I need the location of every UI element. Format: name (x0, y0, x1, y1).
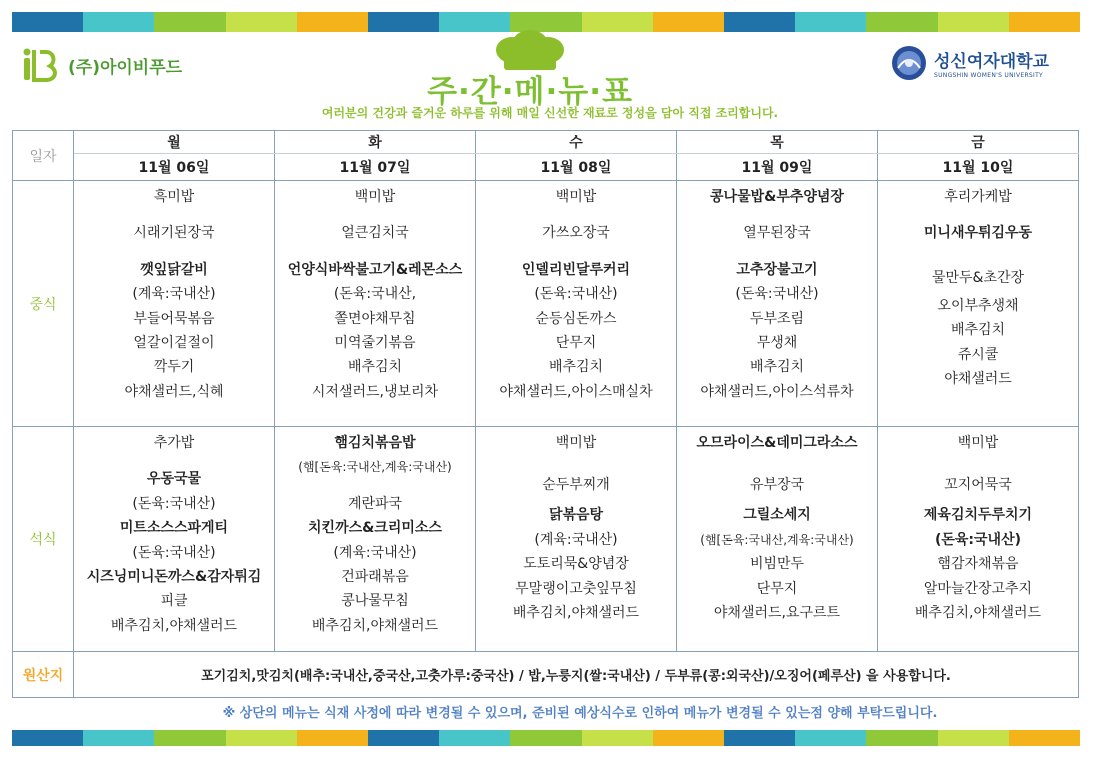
stripe-segment (653, 730, 724, 746)
stripe-segment (297, 730, 368, 746)
lunch-tue (275, 181, 476, 427)
menu-item: (계육:국내산) (333, 544, 417, 561)
stripe-segment (795, 730, 866, 746)
menu-item: 도토리묵&양념장 (523, 556, 629, 573)
day-name-thu: 목 (677, 131, 878, 154)
menu-item: 순두부찌개 (542, 477, 610, 494)
date-fri: 11월 10일 (878, 154, 1079, 181)
university-logo (890, 44, 1049, 82)
menu-item: 꼬지어묵국 (944, 477, 1012, 494)
dinner-thu (677, 427, 878, 652)
menu-item: 치킨까스&크리미소스 (308, 520, 442, 537)
page-subtitle: 여러분의 건강과 즐거운 하루를 위해 매일 신선한 재료로 정성을 담아 직접 조리합니다. (321, 106, 779, 120)
stripe-segment (368, 12, 439, 32)
company-logo (22, 46, 182, 84)
menu-item: 단무지 (555, 334, 597, 351)
menu-item: 백미밥 (957, 435, 999, 451)
menu-item: (계육:국내산) (132, 286, 216, 303)
date-thu: 11월 09일 (677, 154, 878, 181)
menu-item: 유부장국 (749, 477, 805, 494)
stripe-segment (938, 730, 1009, 746)
menu-item: 배추김치 (749, 359, 805, 376)
menu-item: 야채샐러드,아이스석류차 (700, 383, 854, 400)
menu-item: 백미밥 (354, 189, 396, 205)
menu-item: (햄[돈육:국내산,계육:국내산) (700, 532, 854, 547)
menu-item: 가쓰오장국 (542, 225, 610, 242)
menu-item: 배추김치 (548, 359, 604, 376)
stripe-segment (368, 730, 439, 746)
stripe-segment (582, 730, 653, 746)
menu-item: (돈육:국내산) (934, 531, 1021, 548)
menu-item: 햄감자채볶음 (937, 556, 1019, 573)
lunch-wed (476, 181, 677, 427)
menu-item: 시저샐러드,냉보리차 (311, 383, 439, 400)
menu-item: (돈육:국내산) (132, 544, 216, 561)
menu-item: 깻잎닭갈비 (140, 261, 208, 278)
menu-item: 오이부추생채 (937, 297, 1019, 314)
lunch-row (13, 181, 1079, 427)
stripe-segment (154, 12, 225, 32)
menu-item: (돈육:국내산) (735, 286, 819, 303)
university-name-en: SUNGSHIN WOMEN'S UNIVERSITY (934, 72, 1044, 79)
menu-item: 백미밥 (555, 435, 597, 451)
stripe-segment (510, 12, 581, 32)
lunch-fri (878, 181, 1079, 427)
stripe-segment (439, 730, 510, 746)
menu-item: 백미밥 (555, 189, 597, 205)
menu-item: 알마늘간장고추지 (923, 580, 1033, 597)
origin-row-label: 원산지 (13, 652, 74, 698)
menu-item: 물만두&초간장 (931, 269, 1025, 286)
day-name-tue: 화 (275, 131, 476, 154)
dinner-wed (476, 427, 677, 652)
menu-item: 시래기된장국 (133, 225, 215, 242)
menu-item: 비빔만두 (749, 556, 805, 573)
menu-item: 무말랭이고춧잎무침 (515, 580, 637, 597)
date-row (13, 154, 1079, 181)
menu-item: 오므라이스&데미그라소스 (696, 435, 858, 451)
dinner-row (13, 427, 1079, 652)
origin-row (13, 652, 1079, 698)
menu-item: 시즈닝미니돈까스&감자튀김 (86, 568, 262, 585)
origin-text: 포기김치,맛김치(배추:국내산,중국산,고춧가루:중국산) / 밥,누룽지(쌀:국내산) / 두부류(콩:외국산)/오징어(페루산) 을 사용합니다. (74, 652, 1079, 698)
day-name-row (13, 131, 1079, 154)
lunch-thu (677, 181, 878, 427)
menu-item: 건파래볶음 (341, 568, 409, 585)
menu-item: 고추장불고기 (736, 261, 818, 278)
university-name: 성신여자대학교 (934, 52, 1049, 72)
stripe-segment (226, 12, 297, 32)
stripe-segment (866, 730, 937, 746)
menu-item: 추가밥 (153, 435, 195, 451)
menu-item: (돈육:국내산, (333, 286, 417, 303)
menu-item: 콩나물무침 (341, 593, 409, 610)
dinner-mon (74, 427, 275, 652)
stripe-segment (1009, 12, 1080, 32)
menu-item: 인델리빈달루커리 (521, 261, 631, 278)
menu-item: 배추김치,야채샐러드 (512, 604, 640, 621)
menu-item: 햄김치볶음밥 (334, 435, 416, 451)
menu-item: (돈육:국내산) (132, 495, 216, 512)
date-tue: 11월 07일 (275, 154, 476, 181)
ib-logo-icon (22, 46, 64, 84)
date-mon: 11월 06일 (74, 154, 275, 181)
menu-item: 열무된장국 (743, 225, 811, 242)
stripe-segment (1009, 730, 1080, 746)
lunch-mon (74, 181, 275, 427)
page-title: 주·간·메·뉴·표 (427, 74, 633, 110)
stripe-segment (938, 12, 1009, 32)
menu-item: 미니새우튀김우동 (923, 225, 1033, 242)
company-name: (주)아이비푸드 (68, 57, 183, 78)
menu-item: 미트소스스파게티 (119, 520, 229, 537)
menu-item: 깍두기 (153, 359, 195, 376)
menu-item: 얼큰김치국 (341, 225, 409, 242)
notice-text: ※ 상단의 메뉴는 식재 사정에 따라 변경될 수 있으며, 준비된 예상식수로 인하여 메뉴가 변경될 수 있는점 양해 부탁드립니다. (222, 706, 938, 721)
menu-item: 우동국물 (146, 471, 202, 488)
lunch-row-label: 중식 (13, 181, 74, 427)
bottom-color-stripe (12, 730, 1080, 746)
menu-item: 야채샐러드,아이스매실차 (499, 383, 653, 400)
weekly-menu-table (12, 130, 1079, 698)
menu-item: 야채샐러드,요구르트 (713, 604, 841, 621)
stripe-segment (510, 730, 581, 746)
date-row-label: 일자 (13, 131, 74, 181)
menu-item: 두부조림 (749, 310, 805, 327)
menu-item: 무생채 (756, 334, 798, 351)
top-color-stripe (12, 12, 1080, 32)
university-emblem-icon (890, 44, 928, 82)
menu-item: 배추김치,야채샐러드 (311, 617, 439, 634)
menu-item: 배추김치,야채샐러드 (914, 604, 1042, 621)
stripe-segment (12, 12, 83, 32)
day-name-wed: 수 (476, 131, 677, 154)
menu-item: 쥬시쿨 (957, 346, 999, 363)
stripe-segment (154, 730, 225, 746)
menu-item: 배추김치,야채샐러드 (110, 617, 238, 634)
stripe-segment (12, 730, 83, 746)
menu-item: 배추김치 (950, 322, 1006, 339)
stripe-segment (653, 12, 724, 32)
menu-item: 제육김치두루치기 (923, 507, 1033, 524)
menu-item: 순등심돈까스 (535, 310, 617, 327)
menu-item: 피클 (160, 593, 188, 610)
menu-item: (돈육:국내산) (534, 286, 618, 303)
menu-item: (계육:국내산) (534, 531, 618, 548)
stripe-segment (795, 12, 866, 32)
dinner-row-label: 석식 (13, 427, 74, 652)
stripe-segment (297, 12, 368, 32)
menu-item: 야채샐러드 (944, 370, 1012, 387)
menu-item: 언양식바싹불고기&레몬소스 (287, 261, 463, 278)
stripe-segment (83, 12, 154, 32)
stripe-segment (83, 730, 154, 746)
day-name-mon: 월 (74, 131, 275, 154)
menu-item: 닭볶음탕 (548, 507, 604, 524)
stripe-segment (226, 730, 297, 746)
menu-item: 배추김치 (347, 359, 403, 376)
menu-item: 야채샐러드,식혜 (124, 383, 224, 400)
menu-item: 얼갈이겉절이 (133, 334, 215, 351)
stripe-segment (439, 12, 510, 32)
menu-item: 계란파국 (347, 495, 403, 512)
stripe-segment (724, 730, 795, 746)
menu-item: 후리가케밥 (944, 189, 1012, 205)
menu-item: 쫄면야채무침 (334, 310, 416, 327)
menu-item: 미역줄기볶음 (334, 334, 416, 351)
day-name-fri: 금 (878, 131, 1079, 154)
menu-item: 부들어묵볶음 (133, 310, 215, 327)
stripe-segment (866, 12, 937, 32)
menu-item: 콩나물밥&부추양념장 (710, 189, 844, 205)
menu-item: (햄[돈육:국내산,계육:국내산) (298, 460, 452, 475)
dinner-fri (878, 427, 1079, 652)
menu-item: 단무지 (756, 580, 798, 597)
stripe-segment (582, 12, 653, 32)
menu-item: 그릴소세지 (743, 507, 811, 524)
menu-item: 흑미밥 (153, 189, 195, 205)
dinner-tue (275, 427, 476, 652)
stripe-segment (724, 12, 795, 32)
date-wed: 11월 08일 (476, 154, 677, 181)
